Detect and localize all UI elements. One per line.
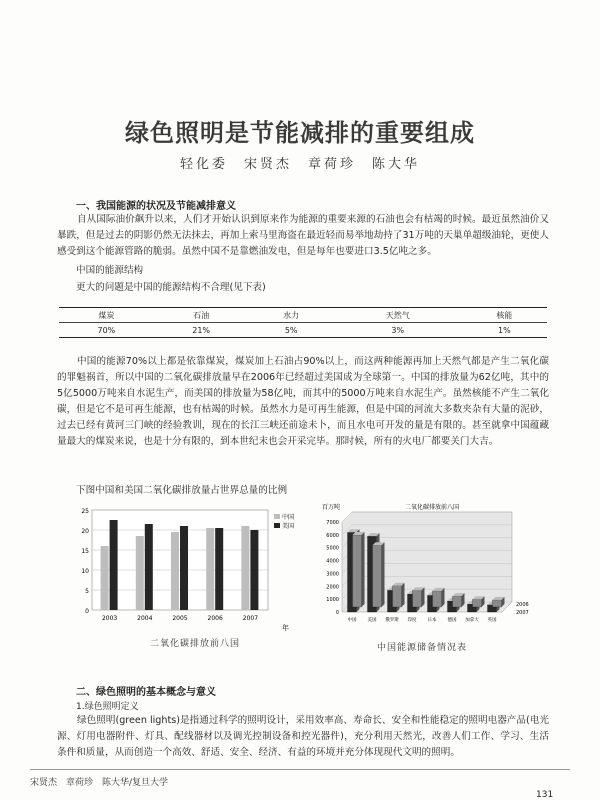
table-cell: 21% xyxy=(154,323,249,338)
table-header-cell: 水力 xyxy=(249,308,334,323)
y-tick-label: 1000 xyxy=(326,597,339,604)
bar-side xyxy=(422,587,425,607)
chart-intro: 下图中国和美国二氧化碳排放量占世界总量的比例 xyxy=(76,485,288,496)
co2-share-bar-chart xyxy=(74,500,304,632)
y-tick-label: 4000 xyxy=(326,558,339,565)
table-cell: 5% xyxy=(249,323,334,338)
series-label: 2007 xyxy=(516,610,529,616)
bar-2006 xyxy=(433,591,442,607)
bar-2006 xyxy=(493,600,502,607)
table-cell: 1% xyxy=(462,323,547,338)
table-header-cell: 石油 xyxy=(154,308,249,323)
table-cell: 3% xyxy=(334,323,462,338)
section-1-paragraph-1: 自从国际油价飙升以来，人们才开始认识到原来作为能源的重要来源的石油也会有枯竭的时候。最近虽然油价又暴跌，但是过去的阴影仍然无法抹去，再加上索马里海盗在最近轻而易举地劫持了31万吨的天巢单超级油轮，更使人感受到这个能源管路的脆弱。虽然中国不是靠燃油发电，但是每年也要进口3.5亿吨之多。 xyxy=(57,214,549,257)
unit-label: 百万吨 xyxy=(322,504,341,511)
chart-1-caption: 二氧化碳排放前八国 xyxy=(150,639,241,649)
y-tick-label: 5 xyxy=(85,588,89,595)
legend-label: 美国 xyxy=(282,523,295,530)
y-tick-label: 20 xyxy=(81,528,89,535)
footer-rule xyxy=(30,769,570,770)
page-number: 131 xyxy=(536,790,554,800)
section-2-heading: 二、绿色照明的基本概念与意义 xyxy=(76,687,216,698)
table-header-cell: 煤炭 xyxy=(59,308,154,323)
legend-label: 中国 xyxy=(282,514,295,521)
x-tick-label: 2006 xyxy=(207,615,223,622)
co2-emission-3d-bar-chart xyxy=(318,500,554,636)
y-tick-label: 15 xyxy=(81,548,89,555)
section-2-subheading: 1.绿色照明定义 xyxy=(76,702,139,712)
x-axis-label: 年 xyxy=(282,624,289,632)
bar-side xyxy=(402,583,405,607)
bar-美国 xyxy=(215,528,223,610)
x-tick-label: 加拿大 xyxy=(465,618,479,623)
y-tick-label: 0 xyxy=(85,608,89,615)
y-tick-label: 2000 xyxy=(326,584,339,591)
bar-美国 xyxy=(180,526,188,610)
bar-中国 xyxy=(171,532,179,610)
section-2-paragraph: 绿色照明(green lights)是指通过科学的照明设计，采用效率高、寿命长、安全和性能稳定的照明电器产品(电光源、灯用电器附件、灯具、配线器材以及调光控制设备和控光器件)，充分利用天然光，改善人们工作、学习、生活条件和质量，从而创造一个高效、舒适、安全、经济、有益的环境并充分体现现代文明的照明。 xyxy=(57,715,549,758)
x-tick-label: 英国 xyxy=(487,618,497,623)
bar-2006 xyxy=(393,586,402,607)
chart-2-caption: 中国能源储备情况表 xyxy=(377,643,468,653)
x-tick-label: 日本 xyxy=(427,618,437,623)
bar-2006 xyxy=(453,596,462,607)
bar-2006 xyxy=(353,535,362,607)
table-header-row xyxy=(59,308,547,323)
bar-美国 xyxy=(250,530,258,610)
bar-side xyxy=(362,532,365,607)
table-header-cell: 核能 xyxy=(462,308,547,323)
x-tick-label: 印度 xyxy=(407,618,417,623)
section-1-paragraph-2: 中国的能源70%以上都是依靠煤炭，煤炭加上石油占90%以上，而这两种能源再加上天然气都是产生二氧化碳的罪魁祸首，所以中国的二氧化碳排放量早在2006年已经超过美国成为全球第一。中国的排放量为62亿吨，其中的5亿5000万吨来自水泥生产，而美国的排放量为58亿吨，而其中的5000万吨来自水泥生产。虽然核能不产生二氧化碳，但是它不是可再生能源，也有枯竭的时候。虽然水力是可再生能源，但是中国的河流大多数夹杂有大量的泥砂，过去已经有黄河三门峡的经验教训，现在的长江三峡还前途未卜，而且水电可开发的量是有限的。甚至就拿中国蕴藏量最大的煤炭来说，也是十分有限的，到本世纪末也会开采完毕。那时候，所有的火电厂都要关门大吉。 xyxy=(57,356,549,447)
x-tick-label: 中国 xyxy=(347,618,357,623)
bar-中国 xyxy=(206,528,214,610)
y-tick-label: 5000 xyxy=(326,545,339,552)
bar-2006 xyxy=(473,599,482,607)
y-tick-label: 0 xyxy=(335,610,339,616)
bar-美国 xyxy=(145,524,153,610)
bar-中国 xyxy=(241,526,249,610)
section-1-heading: 一、我国能源的状况及节能减排意义 xyxy=(76,201,236,212)
bar-side xyxy=(442,588,445,607)
legend-swatch xyxy=(274,523,280,528)
table-cell: 70% xyxy=(59,323,154,338)
energy-structure-table xyxy=(59,307,547,338)
bar-美国 xyxy=(110,520,118,610)
table-intro: 更大的问题是中国的能源结构不合理(见下表) xyxy=(76,282,266,293)
y-tick-label: 10 xyxy=(81,568,89,575)
table-header-cell: 天然气 xyxy=(334,308,462,323)
y-tick-label: 7000 xyxy=(326,520,339,526)
y-tick-label: 6000 xyxy=(326,532,339,539)
table-value-row xyxy=(59,323,547,338)
series-label: 2006 xyxy=(516,602,529,608)
y-tick-label: 3000 xyxy=(326,571,339,578)
energy-structure-subheading: 中国的能源结构 xyxy=(76,265,144,276)
x-tick-label: 德国 xyxy=(447,618,457,623)
footer-affiliation: 宋贤杰 章荷珍 陈大华/复旦大学 xyxy=(30,778,169,788)
bar-side xyxy=(382,542,385,607)
chart-title: 二氧化碳排放前八国 xyxy=(404,504,460,511)
legend-swatch xyxy=(274,514,280,519)
bar-中国 xyxy=(101,546,109,610)
x-tick-label: 2003 xyxy=(101,615,118,622)
author-list: 轻化委 宋贤杰 章荷珍 陈大华 xyxy=(179,157,420,172)
x-tick-label: 2007 xyxy=(242,615,259,622)
x-tick-label: 美国 xyxy=(367,618,377,623)
bar-中国 xyxy=(136,536,144,610)
paper-title: 绿色照明是节能减排的重要组成 xyxy=(125,119,475,147)
bar-2006 xyxy=(373,545,382,607)
y-tick-label: 25 xyxy=(81,508,89,515)
x-tick-label: 2004 xyxy=(137,615,153,622)
bar-2006 xyxy=(413,590,422,607)
x-tick-label: 俄罗斯 xyxy=(385,618,399,623)
x-tick-label: 2005 xyxy=(172,615,188,622)
